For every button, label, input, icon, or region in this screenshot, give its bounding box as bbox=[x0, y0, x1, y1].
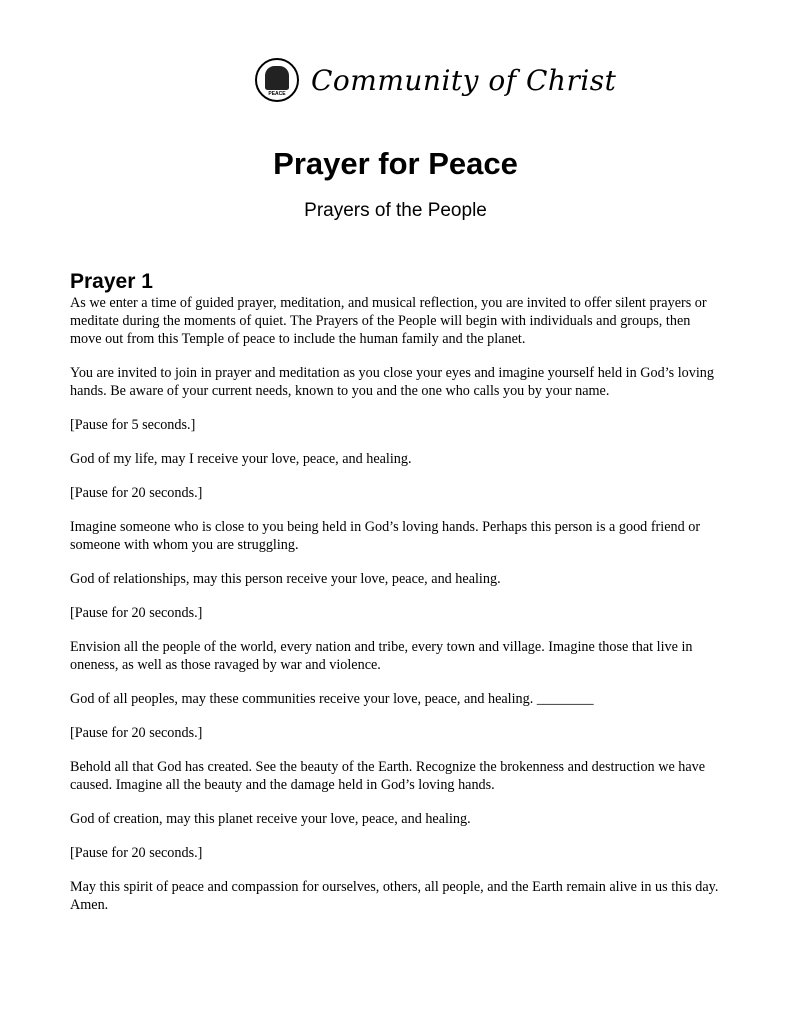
paragraph: God of creation, may this planet receive your love, peace, and healing. bbox=[70, 811, 471, 827]
paragraph: You are invited to join in prayer and meditation as you close your eyes and imagine yourself held in God’s loving hands. Be aware of your current needs, known to you and the one who calls you by your name. bbox=[70, 365, 714, 399]
logo bbox=[255, 56, 616, 104]
paragraph: [Pause for 20 seconds.] bbox=[70, 485, 203, 501]
section-heading: Prayer 1 bbox=[70, 270, 153, 293]
paragraph: God of my life, may I receive your love, peace, and healing. bbox=[70, 451, 412, 467]
logo-text: Community of Christ bbox=[311, 63, 617, 97]
paragraph: God of all peoples, may these communities receive your love, peace, and healing. ________ bbox=[70, 691, 594, 707]
paragraph: [Pause for 20 seconds.] bbox=[70, 845, 203, 861]
paragraph: May this spirit of peace and compassion for ourselves, others, all people, and the Earth remain alive in us this day. Amen. bbox=[70, 879, 719, 913]
page-subtitle: Prayers of the People bbox=[304, 200, 487, 221]
peace-seal-icon: PEACE bbox=[255, 58, 299, 102]
paragraph: [Pause for 20 seconds.] bbox=[70, 725, 203, 741]
prayer-body bbox=[70, 294, 720, 930]
paragraph: Imagine someone who is close to you being held in God’s loving hands. Perhaps this person is a good friend or someone with whom you are struggling. bbox=[70, 519, 701, 553]
paragraph: As we enter a time of guided prayer, meditation, and musical reflection, you are invited to offer silent prayers or meditate during the moments of quiet. The Prayers of the People will begin with individuals and groups, then move out from this Temple of peace to include the human family and the planet. bbox=[70, 295, 707, 347]
paragraph: [Pause for 5 seconds.] bbox=[70, 417, 196, 433]
page-title: Prayer for Peace bbox=[273, 146, 518, 181]
paragraph: Behold all that God has created. See the beauty of the Earth. Recognize the brokenness and destruction we have caused. Imagine all the beauty and the damage held in God’s loving hands. bbox=[70, 759, 706, 793]
paragraph: [Pause for 20 seconds.] bbox=[70, 605, 203, 621]
paragraph: God of relationships, may this person receive your love, peace, and healing. bbox=[70, 571, 501, 587]
paragraph: Envision all the people of the world, every nation and tribe, every town and village. Imagine those that live in oneness, as well as those ravaged by war and violence. bbox=[70, 639, 693, 673]
